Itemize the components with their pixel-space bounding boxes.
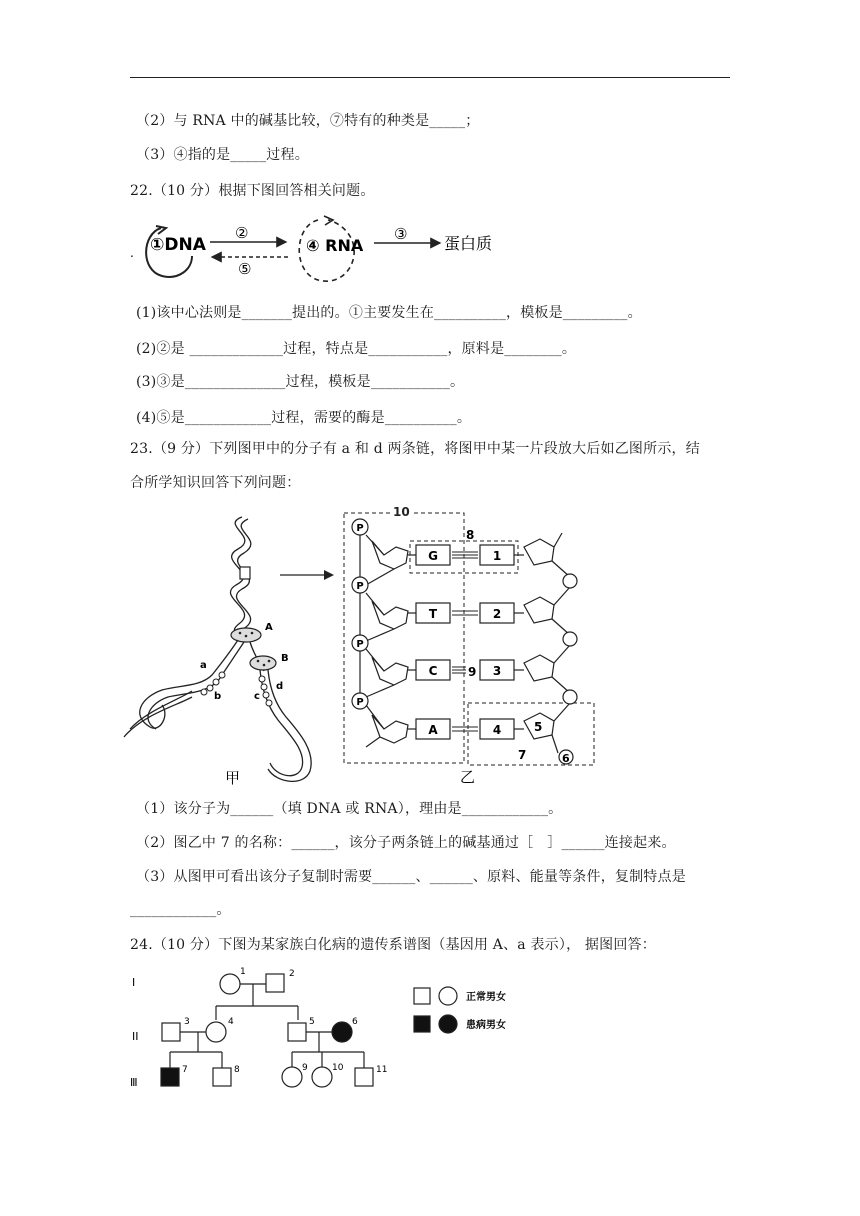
- id-1: 1: [240, 967, 246, 977]
- label-9: 9: [468, 665, 477, 679]
- label-d: d: [276, 681, 284, 692]
- base-left-2: T: [428, 607, 438, 621]
- rna-label: ④ RNA: [306, 236, 364, 255]
- legend-normal-label: 正常男女: [466, 992, 506, 1003]
- base-right-1: 1: [492, 549, 502, 563]
- id-5: 5: [309, 1017, 315, 1027]
- legend-normal-female: [439, 987, 457, 1005]
- base-right-4: 4: [492, 723, 502, 737]
- q21-line-3: （3）④指的是_____过程。: [136, 147, 309, 163]
- phosphate-1: P: [356, 523, 364, 534]
- individual-I-2: [266, 974, 284, 992]
- label-7: 7: [518, 748, 527, 762]
- pedigree-chart: [126, 962, 686, 1097]
- individual-II-5: [288, 1023, 306, 1041]
- label-B: B: [281, 653, 289, 664]
- phosphate-4: P: [356, 697, 364, 708]
- q23-line-2: （2）图乙中 7 的名称：______，该分子两条链上的碱基通过［ ］______连接起来。: [136, 835, 676, 851]
- q23-line-1: （1）该分子为______（填 DNA 或 RNA），理由是____________。: [136, 801, 563, 817]
- diagram-dot: .: [130, 246, 134, 260]
- individual-II-4: [206, 1022, 226, 1042]
- q23-line-3: （3）从图甲可看出该分子复制时需要______、______、原料、能量等条件，复制特点是: [136, 869, 686, 885]
- label-b: b: [214, 691, 222, 702]
- legend-normal-male: [414, 988, 430, 1004]
- gen-III-label: Ⅲ: [130, 1076, 138, 1089]
- header-rule: [130, 77, 730, 78]
- label-c: c: [254, 691, 260, 702]
- individual-III-9: [282, 1067, 302, 1087]
- base-left-1: G: [428, 549, 438, 563]
- protein-label: 蛋白质: [444, 234, 493, 253]
- id-2: 2: [289, 969, 295, 979]
- q21-line-2: （2）与 RNA 中的碱基比较，⑦特有的种类是_____；: [136, 113, 480, 129]
- label-a: a: [200, 660, 207, 671]
- individual-II-6: [332, 1022, 352, 1042]
- base-right-2: 2: [492, 607, 502, 621]
- label-5: 5: [534, 720, 543, 734]
- label-jia: 甲: [225, 769, 241, 787]
- q22-line-2: (2)②是 _____________过程，特点是___________，原料是________。: [136, 341, 577, 357]
- gen-II-label: II: [132, 1030, 139, 1043]
- id-3: 3: [184, 1017, 190, 1027]
- individual-III-7: [161, 1068, 179, 1086]
- individual-II-3: [162, 1023, 180, 1041]
- magnify-arrow: [278, 569, 338, 581]
- base-right-3: 3: [492, 664, 502, 678]
- individual-I-1: [220, 974, 240, 994]
- figure-jia-replication: [120, 515, 330, 790]
- id-9: 9: [302, 1063, 308, 1073]
- q24-header: 24.（10 分）下图为某家族白化病的遗传系谱图（基因用 A、a 表示）， 据图回答：: [130, 937, 656, 953]
- figure-yi-dna-fragment: [340, 505, 600, 790]
- label-6: 6: [562, 752, 570, 765]
- id-4: 4: [228, 1017, 234, 1027]
- individual-III-11: [355, 1068, 373, 1086]
- individual-III-8: [213, 1068, 231, 1086]
- legend-affected-label: 患病男女: [466, 1020, 506, 1031]
- gen-I-label: I: [132, 976, 136, 989]
- id-10: 10: [332, 1063, 344, 1073]
- individual-III-10: [312, 1067, 332, 1087]
- legend-affected-male: [414, 1016, 430, 1032]
- label-A: A: [265, 622, 273, 633]
- q22-line-3: (3)③是______________过程，模板是___________。: [136, 374, 465, 390]
- q22-header: 22.（10 分）根据下图回答相关问题。: [130, 183, 375, 199]
- q22-line-1: (1)该中心法则是_______提出的。①主要发生在__________，模板是_________。: [136, 305, 642, 321]
- id-6: 6: [352, 1017, 358, 1027]
- phosphate-2: P: [356, 581, 364, 592]
- arrow-3-label: ③: [394, 225, 408, 243]
- legend-affected-female: [439, 1015, 457, 1033]
- label-10: 10: [393, 505, 410, 519]
- id-8: 8: [234, 1065, 240, 1075]
- label-8: 8: [466, 528, 475, 542]
- label-yi: 乙: [460, 768, 476, 786]
- phosphate-3: P: [356, 639, 364, 650]
- id-7: 7: [182, 1065, 188, 1075]
- arrow-2-label: ②: [235, 224, 249, 242]
- q23-header-1: 23.（9 分）下列图甲中的分子有 a 和 d 两条链，将图甲中某一片段放大后如乙图所示，结: [130, 441, 700, 457]
- dna-label: ①DNA: [150, 235, 206, 255]
- id-11: 11: [376, 1065, 388, 1075]
- base-left-3: C: [428, 664, 438, 678]
- q23-header-2: 合所学知识回答下列问题：: [130, 475, 301, 491]
- base-left-4: A: [428, 723, 438, 737]
- q23-line-4: ____________。: [130, 902, 231, 918]
- q22-line-4: (4)⑤是____________过程，需要的酶是__________。: [136, 410, 472, 426]
- arrow-5-label: ⑤: [238, 260, 252, 278]
- central-dogma-diagram: [128, 212, 508, 292]
